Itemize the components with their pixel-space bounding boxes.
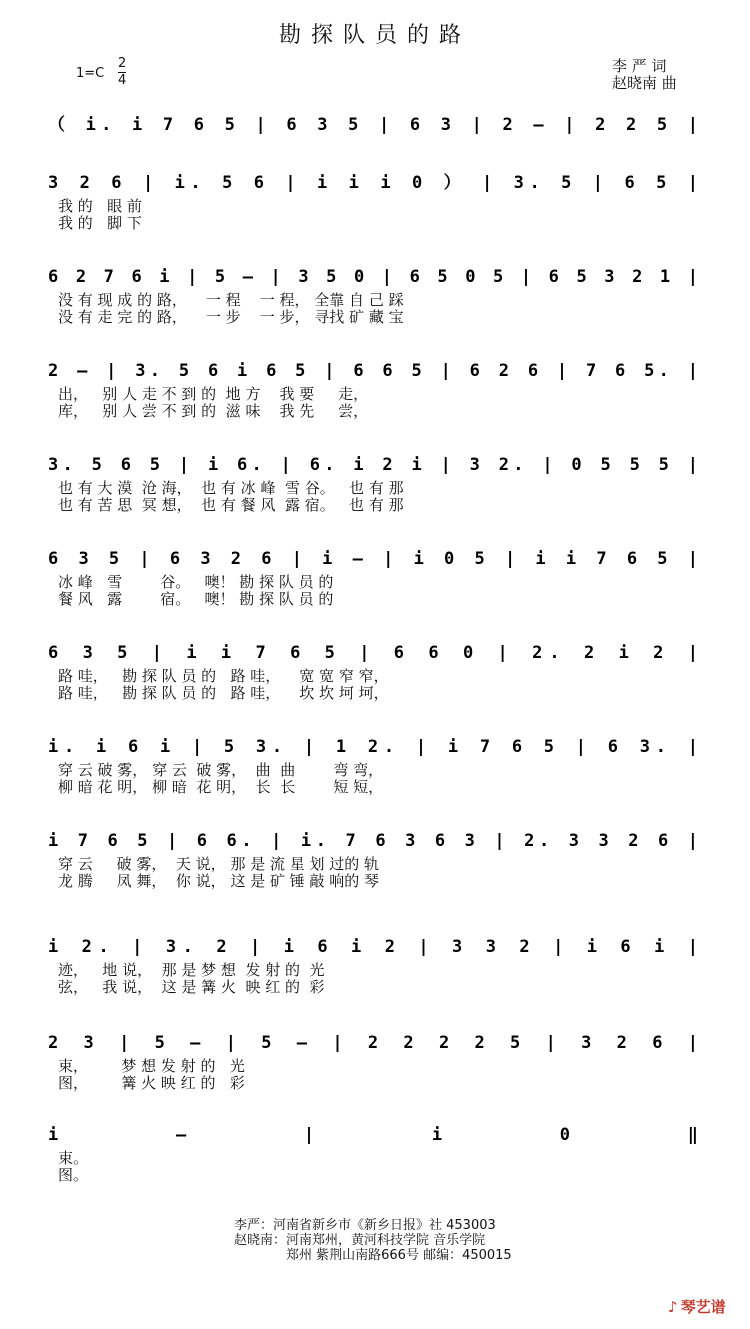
lyric-line-2: 没 有 走 完 的 路， 一 步 一 步， 寻找 矿 藏 宝 bbox=[58, 308, 404, 326]
lyric-line-2: 龙 腾 凤 舞， 你 说， 这 是 矿 锤 敲 响的 琴 bbox=[58, 872, 380, 890]
lyric-line-2: 弦， 我 说， 这 是 篝 火 映 红 的 彩 bbox=[58, 978, 325, 996]
lyric-line-2: 库， 别 人 尝 不 到 的 滋 味 我 先 尝， bbox=[58, 402, 369, 420]
notation-row: 3 2 6 | i. 5 6 | i i i 0 ） | 3. 5 | 6 5 | bbox=[48, 173, 698, 193]
lyric-line-2: 柳 暗 花 明， 柳 暗 花 明， 长 长 短 短， bbox=[58, 778, 384, 796]
site-logo bbox=[668, 1296, 726, 1317]
lyric-line-2: 路 哇， 勘 探 队 员 的 路 哇， 坎 坎 坷 坷， bbox=[58, 684, 389, 702]
song-title: 勘探队员的路 bbox=[278, 23, 471, 48]
lyric-line-2: 我 的 脚 下 bbox=[58, 214, 142, 232]
notation-row: 6 2 7 6 i | 5 – | 3 5 0 | 6 5 0 5 | 6 5 3 2 1 | bbox=[48, 267, 698, 287]
lyric-line-1: 冰 峰 雪 谷。 噢！ 勘 探 队 员 的 bbox=[58, 573, 334, 591]
key-signature: 1=C bbox=[76, 66, 105, 81]
notation-row: i 7 6 5 | 6 6. | i. 7 6 3 6 3 | 2. 3 3 2 6 | bbox=[48, 831, 698, 851]
notation-row: 2 3 | 5 – | 5 – | 2 2 2 2 5 | 3 2 6 | bbox=[48, 1033, 698, 1053]
lyric-line-1: 穿 云 破 雾， 穿 云 破 雾， 曲 曲 弯 弯， bbox=[58, 761, 384, 779]
lyric-line-1: 束。 bbox=[58, 1149, 89, 1167]
notation-row: 6 3 5 | 6 3 2 6 | i – | i 0 5 | i i 7 6 5 | bbox=[48, 549, 698, 569]
notation-row: 6 3 5 | i i 7 6 5 | 6 6 0 | 2. 2 i 2 | bbox=[48, 643, 699, 663]
composer: 赵晓南 曲 bbox=[612, 74, 677, 92]
notation-row: 2 – | 3. 5 6 i 6 5 | 6 6 5 | 6 2 6 | 7 6 5. | bbox=[48, 361, 699, 381]
lyric-line-2: 图。 bbox=[58, 1166, 89, 1184]
notation-row: （ i. i 7 6 5 | 6 3 5 | 6 3 | 2 – | 2 2 5 | bbox=[48, 115, 699, 135]
time-bottom: 4 bbox=[118, 73, 127, 88]
notation-row: i – | i 0 ‖ bbox=[48, 1125, 698, 1145]
lyric-line-1: 出， 别 人 走 不 到 的 地 方 我 要 走， bbox=[58, 385, 369, 403]
lyric-line-2: 也 有 苦 思 冥 想， 也 有 餐 风 露 宿。 也 有 那 bbox=[58, 496, 404, 514]
lyric-line-1: 我 的 眼 前 bbox=[58, 197, 142, 215]
lyric-line-2: 餐 风 露 宿。 噢！ 勘 探 队 员 的 bbox=[58, 590, 334, 608]
lyric-line-1: 迹， 地 说， 那 是 梦 想 发 射 的 光 bbox=[58, 961, 325, 979]
footer-line-3: 郑州 紫荆山南路666号 邮编：450015 bbox=[286, 1248, 512, 1263]
lyric-line-1: 束， 梦 想 发 射 的 光 bbox=[58, 1057, 245, 1075]
footer-line-2: 赵晓南：河南郑州，黄河科技学院 音乐学院 bbox=[234, 1233, 486, 1248]
notation-row: i. i 6 i | 5 3. | 1 2. | i 7 6 5 | 6 3. | bbox=[48, 737, 698, 757]
lyric-line-1: 路 哇， 勘 探 队 员 的 路 哇， 宽 宽 窄 窄， bbox=[58, 667, 389, 685]
lyric-line-1: 没 有 现 成 的 路， 一 程 一 程， 全靠 自 己 踩 bbox=[58, 291, 404, 309]
logo-text: 琴艺谱 bbox=[680, 1298, 726, 1316]
footer bbox=[234, 1218, 512, 1263]
notation-row: i 2. | 3. 2 | i 6 i 2 | 3 3 2 | i 6 i | bbox=[48, 937, 698, 957]
time-top: 2 bbox=[118, 56, 127, 71]
lyric-line-1: 也 有 大 漠 沧 海， 也 有 冰 峰 雪 谷。 也 有 那 bbox=[58, 479, 404, 497]
lyric-line-1: 穿 云 破 雾， 天 说， 那 是 流 星 划 过的 轨 bbox=[58, 855, 380, 873]
logo-icon: ♪ bbox=[668, 1298, 678, 1316]
lyricist: 李 严 词 bbox=[612, 57, 667, 75]
notation-row: 3. 5 6 5 | i 6. | 6. i 2 i | 3 2. | 0 5 5 5 | bbox=[48, 455, 699, 475]
lyric-line-2: 图， 篝 火 映 红 的 彩 bbox=[58, 1074, 245, 1092]
footer-line-1: 李严：河南省新乡市《新乡日报》社 453003 bbox=[234, 1218, 496, 1233]
